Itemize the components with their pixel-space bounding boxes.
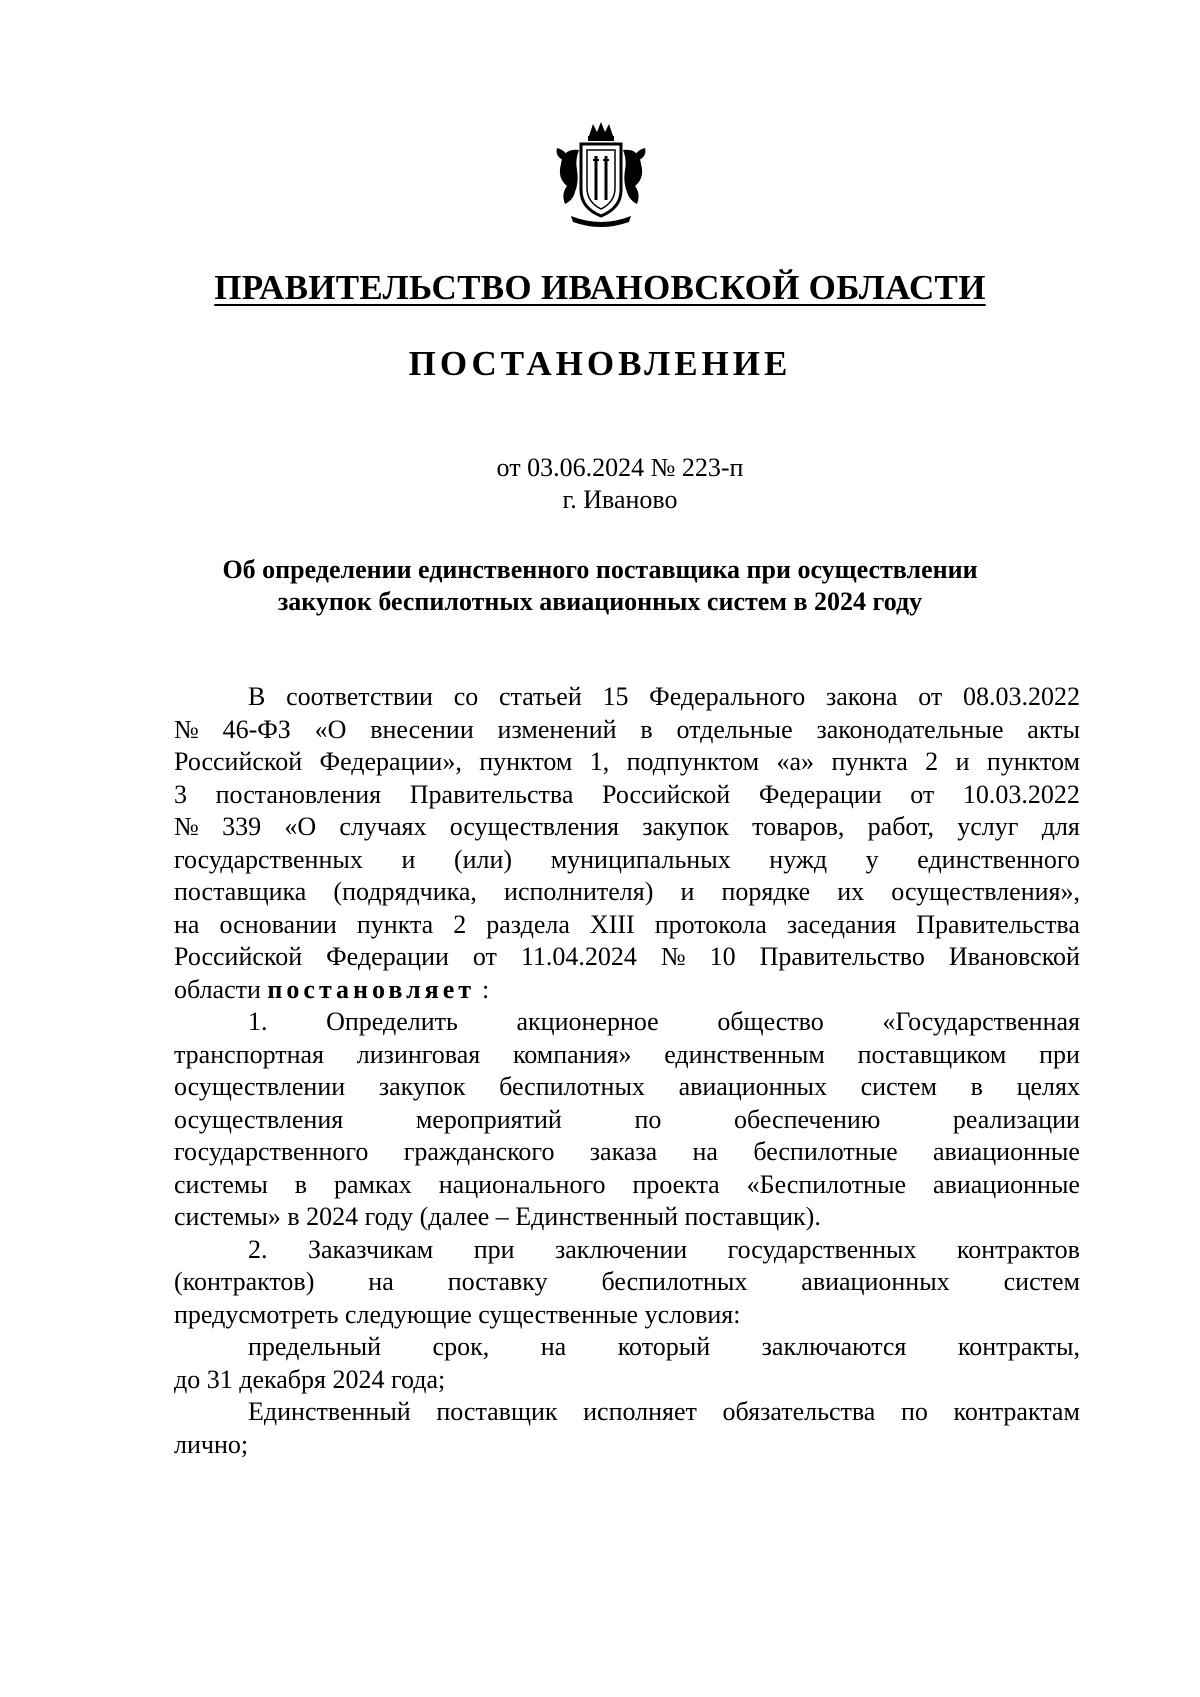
word: заседания bbox=[786, 909, 897, 939]
paragraph-line bbox=[174, 1169, 1080, 1202]
word: при bbox=[473, 1234, 515, 1264]
word: который bbox=[617, 1332, 711, 1361]
word: беспилотные bbox=[753, 1137, 898, 1166]
word: национального bbox=[438, 1169, 606, 1199]
word: пунктом bbox=[986, 747, 1080, 776]
word: Правительства bbox=[916, 909, 1080, 939]
word: «О bbox=[284, 812, 317, 841]
word: контрактов bbox=[956, 1234, 1080, 1264]
word: Российской bbox=[602, 779, 731, 809]
word: «а» bbox=[776, 747, 815, 776]
paragraph-line bbox=[174, 1039, 1080, 1072]
word: в bbox=[970, 1072, 983, 1101]
paragraph-line bbox=[174, 1429, 1080, 1462]
word: контракты, bbox=[957, 1332, 1080, 1361]
paragraph-line bbox=[174, 681, 1080, 714]
word: и bbox=[955, 747, 970, 776]
word: 2 bbox=[453, 909, 467, 939]
word: для bbox=[1041, 812, 1080, 841]
word: 08.03.2022 bbox=[962, 682, 1080, 711]
paragraph-condition-1 bbox=[174, 1331, 1080, 1364]
word: случаях bbox=[339, 812, 427, 841]
word: контрактам bbox=[953, 1397, 1080, 1426]
word: протокола bbox=[654, 909, 767, 939]
word: Российской bbox=[174, 747, 303, 776]
word: «Беспилотные bbox=[746, 1169, 907, 1199]
word: систем bbox=[1003, 1267, 1080, 1296]
line-text: предусмотреть следующие существенные условия: bbox=[174, 1299, 741, 1329]
word: в bbox=[640, 714, 653, 744]
line-text: : bbox=[482, 974, 490, 1004]
word: Федерации bbox=[326, 942, 449, 971]
word: общество bbox=[717, 1007, 824, 1036]
word: систем bbox=[860, 1072, 937, 1101]
paragraph-preamble bbox=[174, 681, 1080, 974]
word: работ, bbox=[867, 812, 934, 841]
word: нужд bbox=[769, 844, 828, 874]
word: от bbox=[918, 682, 943, 711]
word: 10 bbox=[709, 942, 736, 971]
word: государственных bbox=[727, 1234, 917, 1264]
word: предельный bbox=[248, 1332, 382, 1361]
paragraph-line bbox=[174, 1364, 1080, 1397]
word: осуществления», bbox=[891, 877, 1080, 906]
paragraph-line bbox=[174, 1104, 1080, 1137]
word: со bbox=[453, 682, 479, 711]
word: подпунктом bbox=[626, 747, 760, 776]
word: Определить bbox=[326, 1007, 458, 1036]
word: основании bbox=[219, 909, 337, 939]
word: (или) bbox=[453, 844, 513, 874]
word: заключении bbox=[554, 1234, 688, 1264]
word: закупок bbox=[378, 1072, 466, 1101]
word: закона bbox=[825, 682, 898, 711]
paragraph-line bbox=[174, 1331, 1080, 1364]
word: «О bbox=[314, 714, 347, 744]
word: внесении bbox=[370, 714, 474, 744]
word: авиационных bbox=[678, 1072, 827, 1101]
line-text: лично; bbox=[174, 1429, 249, 1459]
word: 46-ФЗ bbox=[222, 714, 291, 744]
word: у bbox=[865, 844, 879, 874]
word: (подрядчика, bbox=[333, 877, 477, 906]
document-type: ПОСТАНОВЛЕНИЕ bbox=[408, 344, 792, 383]
word: поставку bbox=[447, 1267, 548, 1296]
word: мероприятий bbox=[415, 1104, 562, 1134]
word: от bbox=[472, 942, 497, 971]
word: исполнителя) bbox=[504, 877, 654, 906]
paragraph-item-2 bbox=[174, 1234, 1080, 1299]
word: беспилотных bbox=[601, 1267, 748, 1296]
document-body bbox=[174, 681, 1080, 1461]
word: постановления bbox=[215, 779, 382, 809]
word: государственных bbox=[174, 844, 363, 874]
paragraph-line bbox=[174, 811, 1080, 844]
paragraph-line bbox=[174, 1266, 1080, 1299]
word: отдельные bbox=[676, 714, 793, 744]
word: 1, bbox=[589, 747, 610, 776]
word: лизинговая bbox=[356, 1039, 481, 1069]
word: законодательные bbox=[816, 714, 1004, 744]
paragraph-line bbox=[174, 779, 1080, 812]
word: авиационные bbox=[933, 1169, 1080, 1199]
word: целях bbox=[1016, 1072, 1080, 1101]
word: поставщиком bbox=[857, 1039, 1007, 1069]
paragraph-line bbox=[174, 909, 1080, 942]
word: Заказчикам bbox=[307, 1234, 434, 1264]
word: единственного bbox=[917, 844, 1080, 874]
word: товаров, bbox=[752, 812, 845, 841]
word: XIII bbox=[589, 909, 635, 939]
word: заключаются bbox=[761, 1332, 907, 1361]
word: акционерное bbox=[516, 1007, 659, 1036]
word: срок, bbox=[432, 1332, 490, 1361]
word: (контрактов) bbox=[174, 1267, 315, 1296]
word: осуществления bbox=[174, 1104, 344, 1134]
word: на bbox=[540, 1332, 567, 1361]
word: поставщика bbox=[174, 877, 307, 906]
word: 3 bbox=[174, 779, 187, 809]
word: Российской bbox=[174, 942, 303, 971]
word: закупок bbox=[642, 812, 729, 841]
word: № bbox=[174, 812, 199, 841]
subject-line: Об определении единственного поставщика при осуществлении bbox=[222, 555, 978, 584]
word: по bbox=[900, 1397, 928, 1426]
subject-line: закупок беспилотных авиационных систем в 2024 году bbox=[277, 587, 923, 616]
word: единственным bbox=[664, 1039, 825, 1069]
word: реализации bbox=[952, 1104, 1080, 1134]
word: акты bbox=[1027, 714, 1080, 744]
word: 1. bbox=[248, 1007, 268, 1036]
paragraph-line bbox=[174, 1299, 1080, 1332]
word: и bbox=[401, 844, 416, 874]
paragraph-line bbox=[174, 1071, 1080, 1104]
word: их bbox=[837, 877, 865, 906]
paragraph-line bbox=[174, 1006, 1080, 1039]
word: компания» bbox=[512, 1039, 632, 1069]
paragraph-line bbox=[174, 1234, 1080, 1267]
paragraph-line bbox=[174, 1396, 1080, 1429]
word: беспилотных bbox=[499, 1072, 645, 1101]
word: осуществления bbox=[449, 812, 619, 841]
word: раздела bbox=[486, 909, 570, 939]
word: В bbox=[248, 682, 266, 711]
word: от bbox=[910, 779, 935, 809]
paragraph-line bbox=[174, 1136, 1080, 1169]
word: авиационных bbox=[801, 1267, 950, 1296]
word: рамках bbox=[334, 1169, 412, 1199]
word: на bbox=[174, 909, 200, 939]
paragraph-condition-2 bbox=[174, 1396, 1080, 1429]
word: изменений bbox=[497, 714, 617, 744]
word: на bbox=[692, 1137, 718, 1166]
word: при bbox=[1039, 1039, 1080, 1069]
word: обязательства bbox=[722, 1397, 876, 1426]
word: Правительства bbox=[409, 779, 574, 809]
word: осуществлении bbox=[174, 1072, 346, 1101]
word: по bbox=[634, 1104, 662, 1134]
word: пунктом bbox=[479, 747, 573, 776]
word: Единственный bbox=[248, 1397, 411, 1426]
coat-of-arms-icon bbox=[553, 120, 649, 230]
word: системы bbox=[174, 1169, 268, 1199]
word: обеспечению bbox=[733, 1104, 881, 1134]
word: 10.03.2022 bbox=[962, 779, 1080, 809]
word: 2. bbox=[248, 1234, 268, 1264]
word: в bbox=[294, 1169, 308, 1199]
word: статьей bbox=[498, 682, 582, 711]
word: пункта bbox=[356, 909, 434, 939]
word: № bbox=[660, 942, 686, 971]
word: порядке bbox=[721, 877, 811, 906]
paragraph-line bbox=[174, 974, 1080, 1007]
line-text: системы» в 2024 году (далее – Единственный поставщик). bbox=[174, 1202, 821, 1231]
word: и bbox=[680, 877, 695, 906]
word: 11.04.2024 bbox=[520, 942, 637, 971]
word: поставщик bbox=[436, 1397, 558, 1426]
word: 15 bbox=[602, 682, 629, 711]
paragraph-line bbox=[174, 1201, 1080, 1234]
paragraph-line bbox=[174, 714, 1080, 747]
organization-name: ПРАВИТЕЛЬСТВО ИВАНОВСКОЙ ОБЛАСТИ bbox=[214, 268, 986, 307]
word: № bbox=[174, 714, 199, 744]
word: заказа bbox=[589, 1137, 658, 1166]
word: Ивановской bbox=[948, 942, 1080, 971]
resolves-word: постановляет bbox=[267, 974, 476, 1004]
word: гражданского bbox=[403, 1137, 555, 1166]
paragraph-line bbox=[174, 746, 1080, 779]
word: государственного bbox=[174, 1137, 369, 1166]
paragraph-line bbox=[174, 844, 1080, 877]
paragraph-item-1 bbox=[174, 1006, 1080, 1201]
word: 339 bbox=[222, 812, 262, 841]
paragraph-line bbox=[174, 941, 1080, 974]
word: Федерации», bbox=[319, 747, 462, 776]
organization-title bbox=[0, 268, 1200, 308]
word: исполняет bbox=[583, 1397, 697, 1426]
word: 2 bbox=[925, 747, 939, 776]
line-text: до 31 декабря 2024 года; bbox=[174, 1364, 446, 1394]
word: транспортная bbox=[174, 1039, 325, 1069]
paragraph-line bbox=[174, 876, 1080, 909]
date-number: от 03.06.2024 № 223-п bbox=[496, 453, 744, 482]
line-text: области bbox=[174, 974, 261, 1004]
word: на bbox=[368, 1267, 394, 1296]
city: г. Иваново bbox=[562, 485, 678, 514]
word: Федерации bbox=[758, 779, 882, 809]
document-subject bbox=[150, 554, 1050, 618]
word: пункта bbox=[831, 747, 908, 776]
word: муниципальных bbox=[550, 844, 731, 874]
word: Федерального bbox=[649, 682, 806, 711]
word: соответствии bbox=[286, 682, 433, 711]
word: «Государственная bbox=[882, 1007, 1080, 1036]
word: услуг bbox=[957, 812, 1019, 841]
word: Правительство bbox=[759, 942, 925, 971]
word: авиационные bbox=[933, 1137, 1080, 1166]
word: проекта bbox=[632, 1169, 720, 1199]
